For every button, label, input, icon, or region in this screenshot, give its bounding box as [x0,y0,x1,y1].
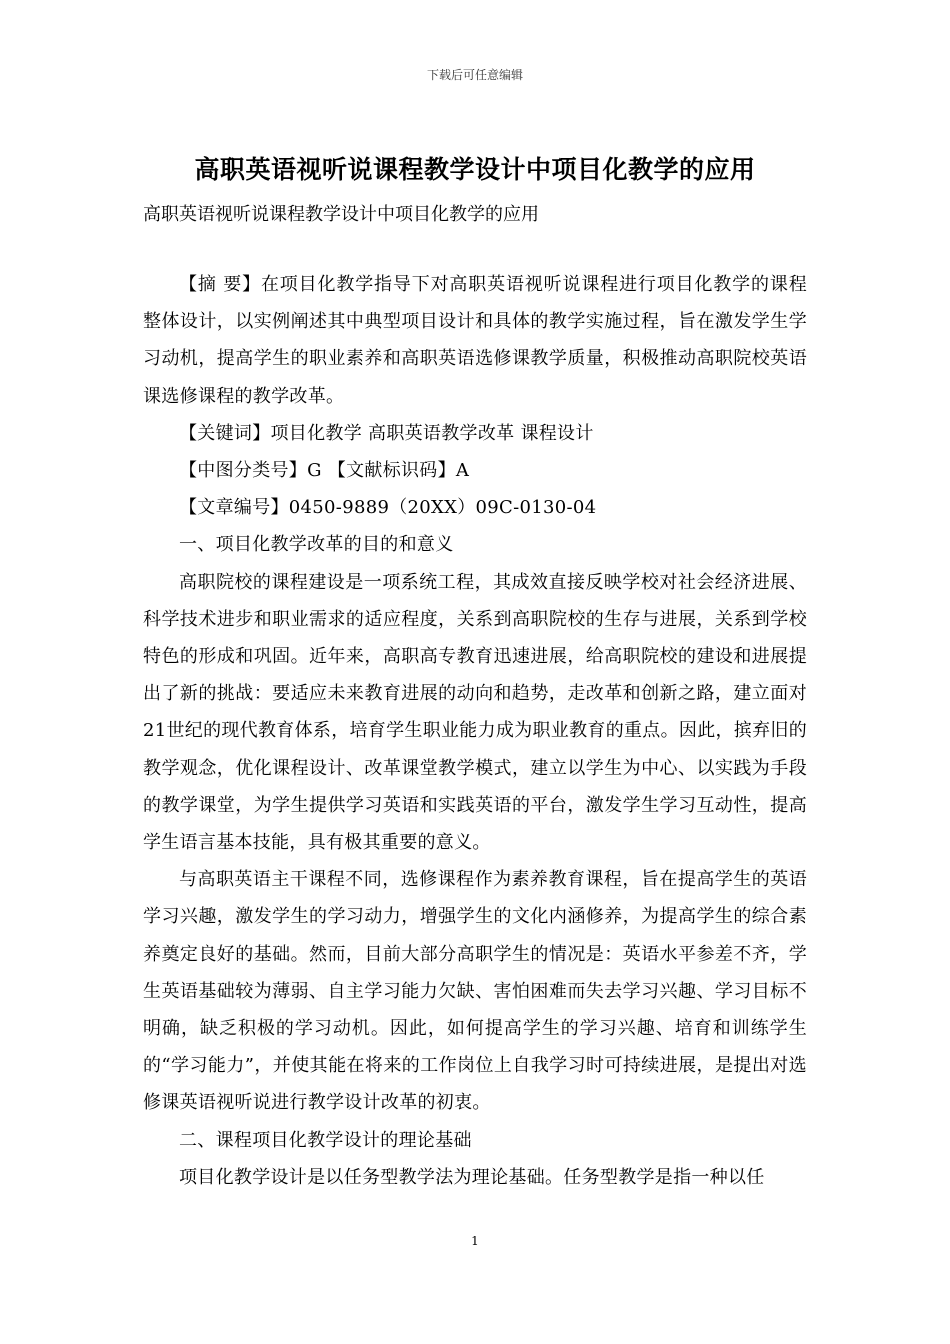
article-number-line: 【文章编号】0450-9889（20XX）09C-0130-04 [179,497,597,519]
section-heading-1: 一、项目化教学改革的目的和意义 [179,534,454,556]
classification-line: 【中图分类号】G 【文献标识码】A [179,460,470,482]
body-paragraph-1: 高职院校的课程建设是一项系统工程，其成效直接反映学校对社会经济进展、科学技术进步和职业需求的适应程度，关系到高职院校的生存与进展，关系到学校特色的形成和巩固。近年来，高职高专教育迅速进展，给高职院校的建设和进展提出了新的挑战：要适应未来教育进展的动向和趋势，走改革和创新之路，建立面对21世纪的现代教育体系，培育学生职业能力成为职业教育的重点。因此，摈弃旧的教学观念，优化课程设计、改革课堂教学模式，建立以学生为中心、以实践为手段的教学课堂，为学生提供学习英语和实践英语的平台，激发学生学习互动性，提高学生语言基本技能，具有极其重要的意义。 [143,571,808,854]
document-body [143,266,807,1196]
section-heading-2: 二、课程项目化教学设计的理论基础 [179,1129,472,1151]
page-header: 下载后可任意编辑 [426,68,523,82]
abstract-paragraph: 【摘 要】在项目化教学指导下对高职英语视听说课程进行项目化教学的课程整体设计，以实例阐述其中典型项目设计和具体的教学实施过程，旨在激发学生学习动机，提高学生的职业素养和高职英语选修课教学质量，积极推动高职院校英语课选修课程的教学改革。 [143,274,807,407]
body-paragraph-2: 与高职英语主干课程不同，选修课程作为素养教育课程，旨在提高学生的英语学习兴趣，激发学生的学习动力，增强学生的文化内涵修养，为提高学生的综合素养奠定良好的基础。然而，目前大部分高职学生的情况是：英语水平参差不齐，学生英语基础较为薄弱、自主学习能力欠缺、害怕困难而失去学习兴趣、学习目标不明确，缺乏积极的学习动机。因此，如何提高学生的学习兴趣、培育和训练学生的“学习能力”，并使其能在将来的工作岗位上自我学习时可持续进展，是提出对选修课英语视听说进行教学设计改革的初衷。 [143,869,807,1114]
document-title: 高职英语视听说课程教学设计中项目化教学的应用 [194,155,756,184]
page-number: 1 [471,1234,479,1248]
body-paragraph-3: 项目化教学设计是以任务型教学法为理论基础。任务型教学是指一种以任 [179,1166,765,1188]
document-subtitle: 高职英语视听说课程教学设计中项目化教学的应用 [143,204,539,225]
keywords-line: 【关键词】项目化教学 高职英语教学改革 课程设计 [179,422,594,444]
